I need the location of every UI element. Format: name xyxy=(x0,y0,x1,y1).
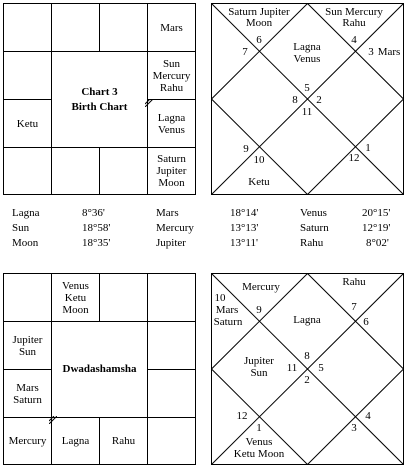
sign-cell xyxy=(3,273,52,322)
lagna-marker xyxy=(145,99,153,107)
planet-label: Ketu xyxy=(16,117,39,130)
house-number: 11 xyxy=(286,362,298,374)
house-number: 8 xyxy=(304,350,310,362)
house-planets: Mars xyxy=(215,304,239,316)
planet-positions-table xyxy=(0,204,407,256)
house-number: 4 xyxy=(351,34,357,46)
planet-label: Jupiter xyxy=(156,165,187,177)
planet-label: Sun xyxy=(162,57,181,70)
position-degree: 13°13' xyxy=(230,222,259,234)
sign-cell-mercury xyxy=(3,417,52,465)
position-planet: Venus xyxy=(300,207,327,219)
chart-title: Dwadashamsha xyxy=(62,363,137,375)
planet-label: Venus xyxy=(158,123,185,136)
sign-cell-mars xyxy=(147,3,196,52)
house-number: 10 xyxy=(253,154,265,166)
house-planets: Rahu xyxy=(342,276,366,288)
planet-label: Mars xyxy=(16,381,39,394)
house-planets: Moon xyxy=(245,17,273,29)
position-planet: Mercury xyxy=(156,222,194,234)
house-planets: Venus xyxy=(293,53,321,65)
sign-cell xyxy=(3,147,52,195)
house-planets: 10 xyxy=(214,292,226,304)
planet-label: Mercury xyxy=(8,435,47,447)
planet-label: Venus xyxy=(62,279,89,292)
birth-chart-grid xyxy=(3,3,196,195)
house-number: 9 xyxy=(243,143,249,155)
house-number: 2 xyxy=(304,374,310,386)
planet-label: Moon xyxy=(158,177,185,189)
position-degree: 13°11' xyxy=(230,237,258,249)
house-number: 5 xyxy=(304,82,310,94)
house-number: 1 xyxy=(256,422,262,434)
house-planets: Lagna xyxy=(293,41,321,53)
sign-cell-lagna-venus xyxy=(147,99,196,148)
house-planets: Sun xyxy=(250,367,268,379)
sign-cell xyxy=(147,321,196,370)
house-planets: Saturn Jupiter xyxy=(228,6,290,18)
sign-cell xyxy=(51,147,100,195)
sign-cell-venus-ketu-moon xyxy=(51,273,100,322)
position-degree: 20°15' xyxy=(362,207,391,219)
house-number: 4 xyxy=(365,410,371,422)
position-planet: Jupiter xyxy=(156,237,186,249)
planet-label: Saturn xyxy=(157,153,186,165)
house-number: 9 xyxy=(256,304,262,316)
position-planet: Rahu xyxy=(300,237,324,249)
planet-label: Rahu xyxy=(111,435,136,447)
house-planets: Venus xyxy=(245,436,273,448)
house-number: 12 xyxy=(236,410,248,422)
position-degree: 12°19' xyxy=(362,222,391,234)
chart-title: Chart 3 xyxy=(81,85,118,98)
sign-cell xyxy=(99,273,148,322)
house-number: 11 xyxy=(301,106,313,118)
house-number: 5 xyxy=(318,362,324,374)
planet-label: Lagna xyxy=(61,435,90,447)
sign-cell-mars-saturn xyxy=(3,369,52,418)
position-degree: 18°14' xyxy=(230,207,259,219)
house-number: 1 xyxy=(365,142,371,154)
position-planet: Lagna xyxy=(12,207,40,219)
house-number: 7 xyxy=(351,301,357,313)
house-planets: Jupiter xyxy=(244,355,274,367)
north-chart-birth xyxy=(211,3,404,195)
house-planets: Saturn xyxy=(213,316,243,328)
sign-cell-sun-mercury-rahu xyxy=(147,51,196,100)
position-degree: 18°35' xyxy=(82,237,111,249)
sign-cell xyxy=(99,3,148,52)
position-planet: Moon xyxy=(12,237,39,249)
position-planet: Mars xyxy=(156,207,179,219)
sign-cell-rahu xyxy=(99,417,148,465)
planet-label: Sun xyxy=(18,345,37,358)
chart-center xyxy=(51,51,148,148)
planet-label: Mars xyxy=(160,21,183,34)
house-planets: Sun Mercury xyxy=(325,6,383,18)
planet-label: Rahu xyxy=(159,81,184,94)
house-number: 8 xyxy=(292,94,298,106)
planet-label: Lagna xyxy=(157,111,186,124)
house-number: 7 xyxy=(242,46,248,58)
sign-cell xyxy=(3,3,52,52)
house-planets: Ketu Moon xyxy=(233,448,285,460)
house-planets: Rahu xyxy=(342,17,366,29)
house-number: 6 xyxy=(363,316,369,328)
sign-cell-lagna xyxy=(51,417,100,465)
sign-cell-jupiter-sun xyxy=(3,321,52,370)
position-planet: Sun xyxy=(12,222,30,234)
sign-cell xyxy=(51,3,100,52)
lagna-marker xyxy=(49,416,57,424)
house-number: 12 xyxy=(348,152,360,164)
sign-cell-ketu xyxy=(3,99,52,148)
house-planets: Ketu xyxy=(248,176,270,188)
sign-cell xyxy=(147,273,196,322)
position-degree: 18°58' xyxy=(82,222,111,234)
position-degree: 8°02' xyxy=(366,237,389,249)
planet-label: Moon xyxy=(62,303,89,316)
dwadashamsha-chart-grid xyxy=(3,273,196,465)
house-planets: Mercury xyxy=(242,281,280,293)
planet-label: Ketu xyxy=(64,291,87,304)
sign-cell xyxy=(147,417,196,465)
house-number: 2 xyxy=(316,94,322,106)
sign-cell xyxy=(147,369,196,418)
chart-subtitle: Birth Chart xyxy=(71,100,128,113)
sign-cell xyxy=(99,147,148,195)
sign-cell xyxy=(3,51,52,100)
house-planets: Mars xyxy=(377,46,401,58)
house-number: 3 xyxy=(368,46,374,58)
sign-cell-saturn-jupiter-moon xyxy=(147,147,196,195)
house-number: 6 xyxy=(256,34,262,46)
position-planet: Saturn xyxy=(300,222,329,234)
house-number: 3 xyxy=(351,422,357,434)
position-degree: 8°36' xyxy=(82,207,105,219)
planet-label: Mercury xyxy=(152,69,191,82)
planet-label: Jupiter xyxy=(12,333,43,346)
north-chart-dwadashamsha xyxy=(211,273,404,465)
house-planets: Lagna xyxy=(293,314,321,326)
planet-label: Saturn xyxy=(13,393,42,406)
chart-center xyxy=(51,321,148,418)
